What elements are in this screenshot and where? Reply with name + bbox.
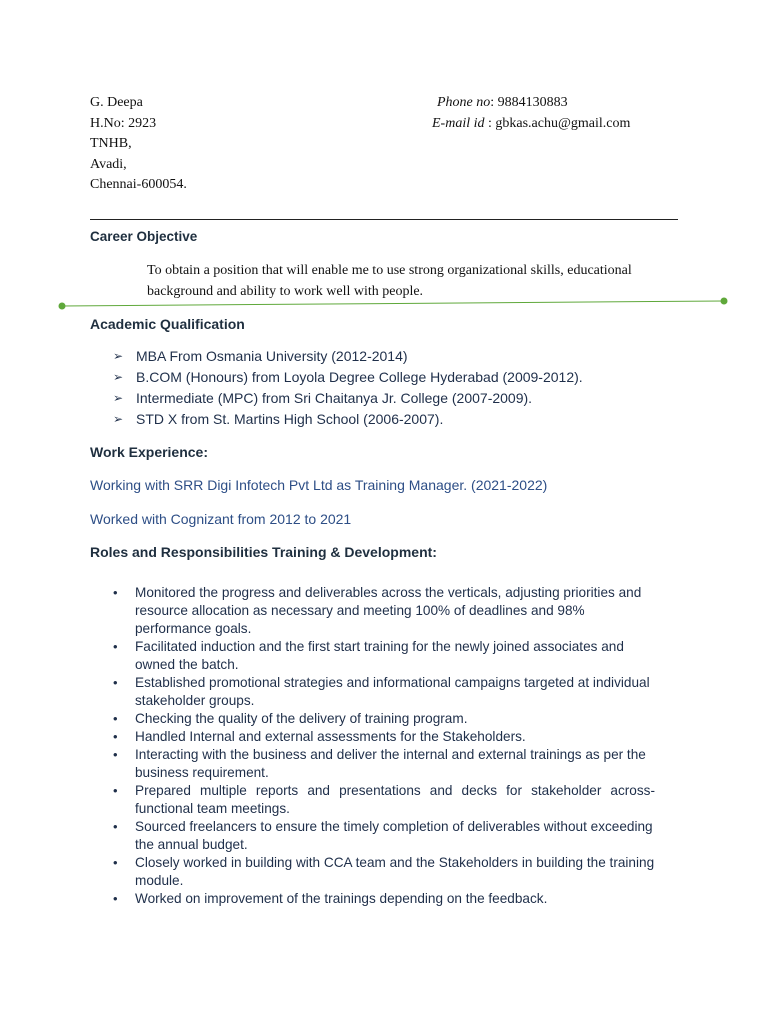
list-item: • Monitored the progress and deliverables across the verticals, adjusting priorities and resource allocation as necessary and meeting 100% of deadlines and 98% performance goals.: [113, 585, 642, 636]
bullet-icon: •: [113, 855, 118, 870]
bullet-icon: •: [113, 819, 118, 834]
bullet-icon: •: [113, 675, 118, 690]
bullet-icon: •: [113, 729, 118, 744]
list-item: ➢ MBA From Osmania University (2012-2014): [113, 346, 583, 367]
arrow-bullet-icon: ➢: [113, 349, 124, 363]
roles-list: [110, 584, 655, 908]
arrow-bullet-icon: ➢: [113, 370, 124, 384]
bullet-icon: •: [113, 747, 118, 762]
list-item: • Handled Internal and external assessments for the Stakeholders.: [113, 729, 526, 744]
list-item: • Facilitated induction and the first start training for the newly joined associates and owned the batch.: [113, 639, 624, 672]
list-item: • Closely worked in building with CCA team and the Stakeholders in building the training module.: [113, 855, 655, 888]
list-item: ➢ Intermediate (MPC) from Sri Chaitanya Jr. College (2007-2009).: [113, 388, 583, 409]
list-item: • Established promotional strategies and informational campaigns targeted at individual stakeholder groups.: [113, 675, 650, 708]
arrow-bullet-icon: ➢: [113, 391, 124, 405]
email-label: E-mail id: [432, 115, 485, 131]
bullet-icon: •: [113, 711, 118, 726]
list-item: • Prepared multiple reports and presentations and decks for stakeholder across-functional team meetings.: [113, 783, 655, 816]
list-item: ➢ STD X from St. Martins High School (2006-2007).: [113, 409, 583, 430]
work-item-cognizant: Worked with Cognizant from 2012 to 2021: [90, 511, 352, 527]
bullet-icon: •: [113, 891, 118, 906]
contact-name: G. Deepa: [90, 95, 143, 110]
bullet-icon: •: [113, 639, 118, 654]
green-divider: [55, 295, 731, 311]
academic-heading: Academic Qualification: [90, 316, 245, 332]
contact-block: [90, 93, 187, 196]
career-objective-text: To obtain a position that will enable me to use strong organizational skills, educational background and ability to work well with people.: [147, 263, 632, 299]
list-item: • Worked on improvement of the trainings depending on the feedback.: [113, 891, 548, 906]
contact-house: H.No: 2923: [90, 115, 157, 131]
header-divider: [90, 219, 678, 220]
roles-heading: Roles and Responsibilities Training & Development:: [90, 544, 437, 560]
contact-area: TNHB,: [90, 136, 132, 151]
email-line: [432, 114, 630, 135]
list-item: • Sourced freelancers to ensure the timely completion of deliverables without exceeding the annual budget.: [113, 819, 653, 852]
academic-list: [113, 346, 583, 430]
career-objective-heading: Career Objective: [90, 229, 198, 244]
arrow-bullet-icon: ➢: [113, 412, 124, 426]
bullet-icon: •: [113, 585, 118, 600]
work-heading: Work Experience:: [90, 444, 209, 460]
phone-value: : 9884130883: [490, 95, 568, 110]
bullet-icon: •: [113, 783, 118, 798]
work-item-srr: Working with SRR Digi Infotech Pvt Ltd as Training Manager. (2021-2022): [90, 477, 548, 493]
contact-city: Chennai-600054.: [90, 177, 187, 192]
list-item: • Checking the quality of the delivery of training program.: [113, 711, 468, 726]
phone-line: [437, 93, 568, 114]
phone-label: Phone no: [437, 95, 491, 110]
contact-locality: Avadi,: [90, 156, 127, 172]
email-value: : gbkas.achu@gmail.com: [484, 115, 631, 131]
list-item: ➢ B.COM (Honours) from Loyola Degree College Hyderabad (2009-2012).: [113, 367, 583, 388]
list-item: • Interacting with the business and deliver the internal and external trainings as per the business requirement.: [113, 747, 646, 780]
